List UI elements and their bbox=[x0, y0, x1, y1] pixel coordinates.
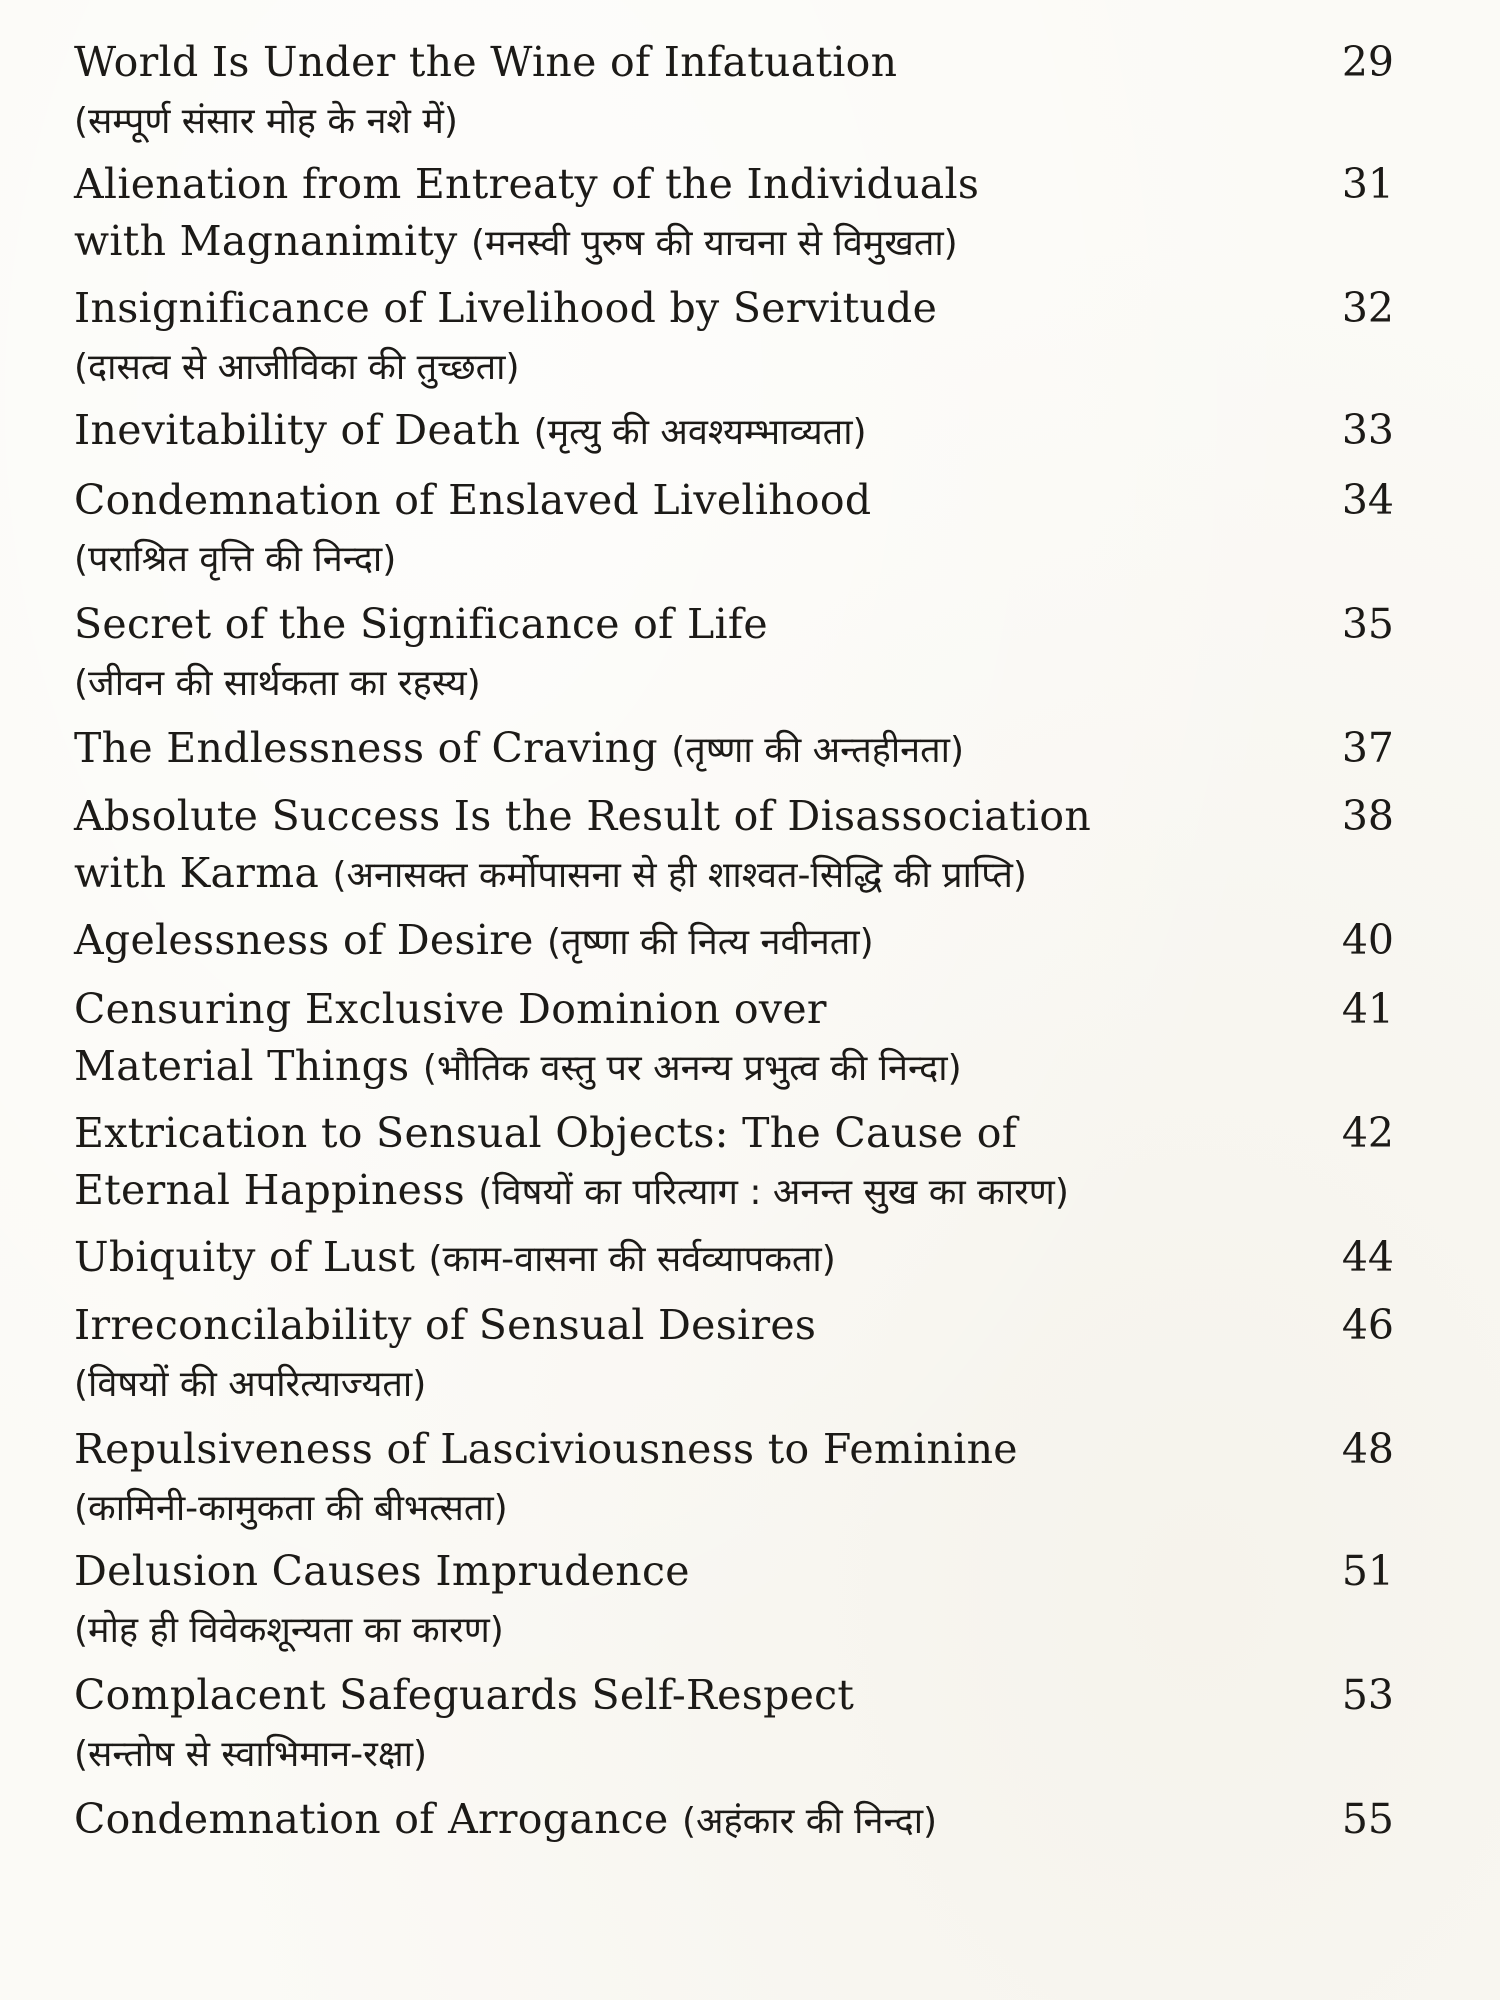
toc-entry bbox=[74, 981, 1394, 1105]
entry-title bbox=[74, 34, 1394, 150]
title-text: with Karma bbox=[74, 849, 333, 897]
entry-title bbox=[74, 1297, 1394, 1413]
title-text: Secret of the Significance of Life bbox=[74, 600, 768, 648]
title-text: Condemnation of Arrogance bbox=[74, 1795, 682, 1843]
toc-entry bbox=[74, 1229, 1394, 1297]
hindi-subtitle: (तृष्णा की नित्य नवीनता) bbox=[547, 922, 874, 963]
toc-entry bbox=[74, 1791, 1394, 1851]
title-text: Agelessness of Desire bbox=[74, 916, 548, 964]
page-number: 53 bbox=[1341, 1671, 1394, 1719]
title-text: Repulsiveness of Lasciviousness to Feminine bbox=[74, 1425, 1018, 1473]
entry-title bbox=[74, 402, 1394, 461]
page-number: 38 bbox=[1341, 792, 1394, 840]
page-number: 35 bbox=[1341, 600, 1394, 648]
entry-title bbox=[74, 1421, 1394, 1537]
page-number: 34 bbox=[1341, 476, 1394, 524]
title-text: Insignificance of Livelihood by Servitude bbox=[74, 284, 938, 332]
page-number: 32 bbox=[1341, 284, 1394, 332]
entry-title bbox=[74, 1229, 1394, 1288]
entry-title bbox=[74, 1667, 1394, 1783]
hindi-subtitle: (मोह ही विवेकशून्यता का कारण) bbox=[74, 1610, 504, 1651]
title-text: Inevitability of Death bbox=[74, 406, 534, 454]
page-number: 40 bbox=[1341, 916, 1394, 964]
page-number: 31 bbox=[1341, 160, 1394, 208]
entry-title bbox=[74, 912, 1394, 971]
entry-title bbox=[74, 472, 1394, 588]
toc-entry bbox=[74, 156, 1394, 280]
toc-entry bbox=[74, 1667, 1394, 1791]
entry-title bbox=[74, 1791, 1394, 1850]
page-number: 41 bbox=[1341, 985, 1394, 1033]
entry-title bbox=[74, 156, 1394, 272]
hindi-subtitle: (विषयों का परित्याग : अनन्त सुख का कारण) bbox=[478, 1172, 1069, 1213]
toc-entry bbox=[74, 402, 1394, 472]
title-text: Alienation from Entreaty of the Individuals bbox=[74, 160, 980, 208]
hindi-subtitle: (तृष्णा की अन्तहीनता) bbox=[671, 730, 965, 771]
title-text: Delusion Causes Imprudence bbox=[74, 1547, 690, 1595]
hindi-subtitle: (सम्पूर्ण संसार मोह के नशे में) bbox=[74, 101, 458, 142]
page-number: 48 bbox=[1341, 1425, 1394, 1473]
page-number: 51 bbox=[1341, 1547, 1394, 1595]
title-text: Absolute Success Is the Result of Disassociation bbox=[74, 792, 1092, 840]
hindi-subtitle: (सन्तोष से स्वाभिमान-रक्षा) bbox=[74, 1734, 428, 1775]
toc-entry bbox=[74, 1105, 1394, 1229]
toc-entry bbox=[74, 720, 1394, 788]
toc-entry bbox=[74, 34, 1394, 156]
toc-entry bbox=[74, 788, 1394, 912]
page-number: 42 bbox=[1341, 1109, 1394, 1157]
hindi-subtitle: (अहंकार की निन्दा) bbox=[681, 1801, 938, 1842]
toc-entry bbox=[74, 472, 1394, 596]
title-text: Condemnation of Enslaved Livelihood bbox=[74, 476, 872, 524]
entry-title bbox=[74, 788, 1394, 904]
title-text: Irreconcilability of Sensual Desires bbox=[74, 1301, 817, 1349]
page-number: 44 bbox=[1341, 1233, 1394, 1281]
hindi-subtitle: (मृत्यु की अवश्यम्भाव्यता) bbox=[533, 412, 867, 453]
page-number: 37 bbox=[1341, 724, 1394, 772]
hindi-subtitle: (काम-वासना की सर्वव्यापकता) bbox=[428, 1239, 836, 1280]
hindi-subtitle: (विषयों की अपरित्याज्यता) bbox=[74, 1364, 427, 1405]
page-number: 46 bbox=[1341, 1301, 1394, 1349]
page-number: 33 bbox=[1341, 406, 1394, 454]
hindi-subtitle: (जीवन की सार्थकता का रहस्य) bbox=[74, 663, 481, 704]
title-text: Extrication to Sensual Objects: The Cause of bbox=[74, 1109, 1018, 1157]
title-text: Eternal Happiness bbox=[74, 1166, 479, 1214]
toc-entry bbox=[74, 596, 1394, 720]
title-text: World Is Under the Wine of Infatuation bbox=[74, 38, 898, 86]
title-text: Ubiquity of Lust bbox=[74, 1233, 429, 1281]
title-text: with Magnanimity bbox=[74, 217, 471, 265]
toc-entry bbox=[74, 912, 1394, 981]
entry-title bbox=[74, 280, 1394, 396]
hindi-subtitle: (दासत्व से आजीविका की तुच्छता) bbox=[74, 347, 520, 388]
toc-entry bbox=[74, 280, 1394, 402]
page-number: 29 bbox=[1341, 38, 1394, 86]
toc-entry bbox=[74, 1297, 1394, 1421]
title-text: The Endlessness of Craving bbox=[74, 724, 672, 772]
hindi-subtitle: (अनासक्त कर्मोपासना से ही शाश्वत-सिद्धि की प्राप्ति) bbox=[332, 855, 1027, 896]
hindi-subtitle: (मनस्वी पुरुष की याचना से विमुखता) bbox=[470, 223, 958, 264]
table-of-contents bbox=[74, 34, 1394, 1851]
title-text: Material Things bbox=[74, 1042, 423, 1090]
page-number: 55 bbox=[1341, 1795, 1394, 1843]
entry-title bbox=[74, 720, 1394, 779]
toc-entry bbox=[74, 1543, 1394, 1667]
toc-entry bbox=[74, 1421, 1394, 1543]
title-text: Censuring Exclusive Dominion over bbox=[74, 985, 827, 1033]
entry-title bbox=[74, 981, 1394, 1097]
title-text: Complacent Safeguards Self-Respect bbox=[74, 1671, 855, 1719]
entry-title bbox=[74, 1543, 1394, 1659]
entry-title bbox=[74, 596, 1394, 712]
hindi-subtitle: (पराश्रित वृत्ति की निन्दा) bbox=[74, 539, 397, 580]
hindi-subtitle: (भौतिक वस्तु पर अनन्य प्रभुत्व की निन्दा) bbox=[422, 1048, 962, 1089]
hindi-subtitle: (कामिनी-कामुकता की बीभत्सता) bbox=[74, 1488, 508, 1529]
entry-title bbox=[74, 1105, 1394, 1221]
